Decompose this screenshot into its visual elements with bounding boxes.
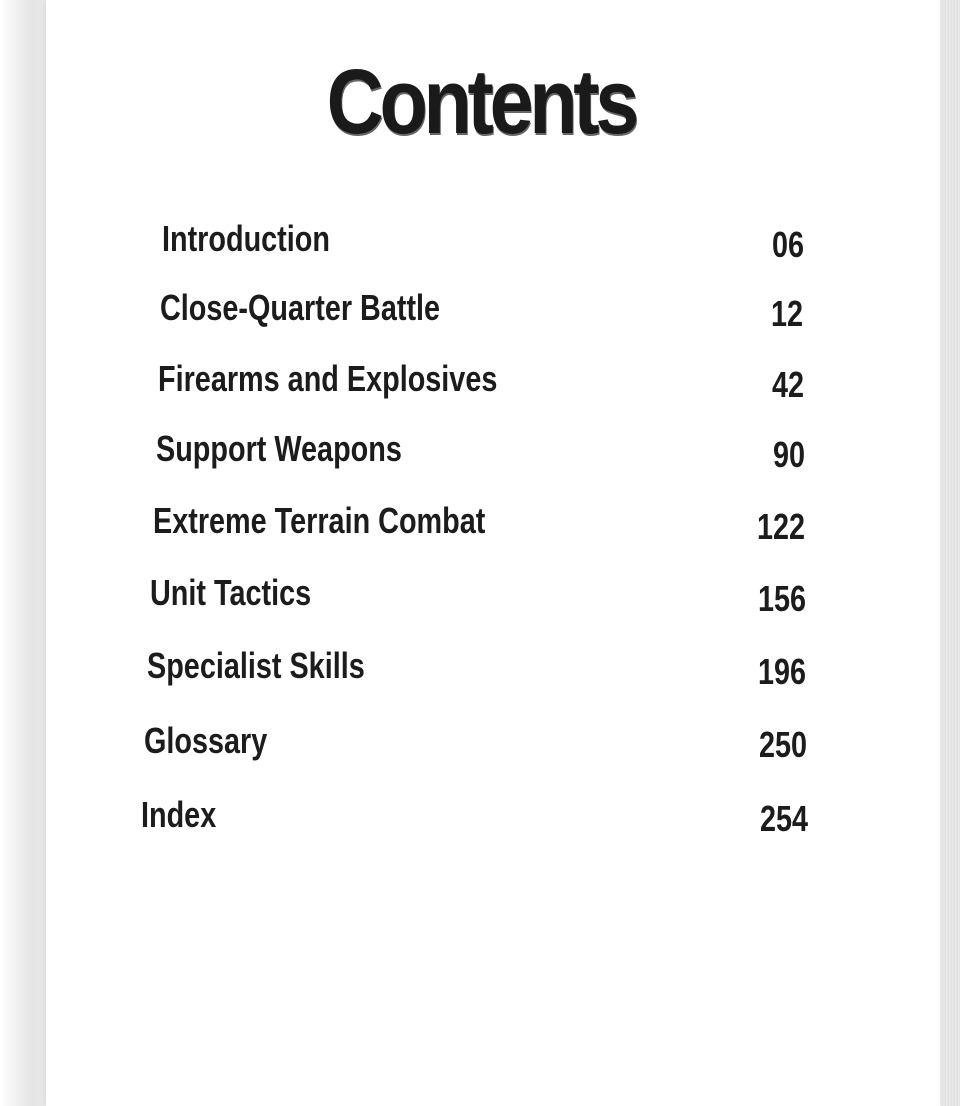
toc-entry-page: 90 xyxy=(772,434,805,475)
toc-entry-unit-tactics xyxy=(150,572,806,622)
toc-entry-label: Specialist Skills xyxy=(147,645,365,686)
toc-entry-page: 156 xyxy=(757,578,806,619)
book-page xyxy=(46,0,942,1106)
toc-entry-label: Introduction xyxy=(162,218,330,259)
toc-entry-label: Support Weapons xyxy=(156,428,402,469)
toc-entry-page: 254 xyxy=(759,798,808,839)
toc-entry-page: 250 xyxy=(758,724,807,765)
toc-entry-page: 12 xyxy=(770,293,803,334)
toc-entry-introduction xyxy=(162,218,804,268)
toc-entry-label: Close-Quarter Battle xyxy=(160,287,441,328)
toc-entry-extreme-terrain-combat xyxy=(153,500,805,550)
toc-entry-glossary xyxy=(144,720,807,770)
page-edges xyxy=(940,0,960,1106)
toc-entry-page: 42 xyxy=(771,364,804,405)
toc-entry-label: Index xyxy=(141,794,217,835)
toc-entry-specialist-skills xyxy=(147,645,806,695)
toc-entry-index xyxy=(141,794,808,844)
toc-entry-close-quarter-battle xyxy=(160,287,803,337)
toc-entry-label: Glossary xyxy=(144,720,268,761)
toc-entry-page: 196 xyxy=(757,651,806,692)
toc-entry-label: Unit Tactics xyxy=(150,572,312,613)
toc-entry-firearms-and-explosives xyxy=(158,358,804,408)
page-title: Contents xyxy=(326,51,636,153)
toc-entry-label: Firearms and Explosives xyxy=(158,358,498,399)
toc-entry-page: 122 xyxy=(756,506,805,547)
toc-entry-support-weapons xyxy=(156,428,805,478)
toc-entry-page: 06 xyxy=(771,224,804,265)
toc-entry-label: Extreme Terrain Combat xyxy=(153,500,486,541)
